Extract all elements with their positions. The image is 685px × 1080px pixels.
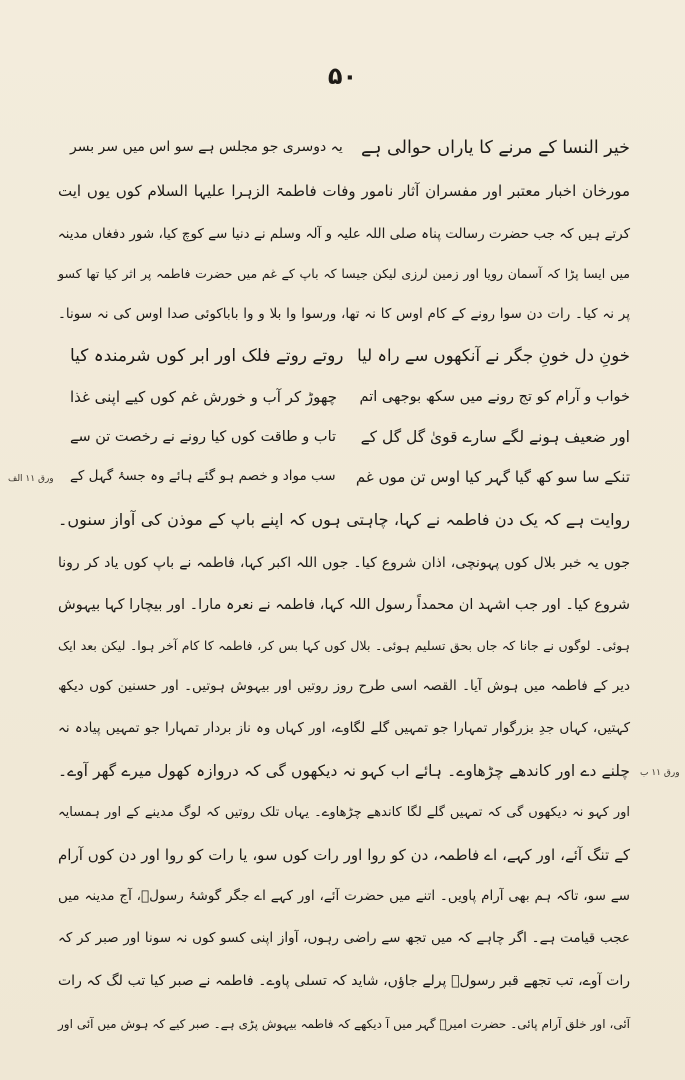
- prose-line: ہوئی۔ لوگوں نے جانا کہ جاں بحق تسلیم ہوئی۔ بلال کوں کہا بس کر، فاطمہ کا کام آخر ہوا۔ لیکن بعد ایک: [58, 638, 630, 653]
- margin-note: ورق ۱۱ الف: [8, 474, 54, 484]
- prose-line: پر نہ کیا۔ رات دن سوا رونے کے کام اوس کا نہ تھا، ورسوا وا بلا و وا باباکوئی صدا اوس کی نہ سونا۔: [58, 306, 630, 322]
- prose-line: دیر کے فاطمہ میں ہوش آیا۔ القصہ اسی طرح روز روتیں اور بیہوش ہوتیں۔ اور حسنین کوں دیکھ: [58, 678, 630, 694]
- prose-line: رات آوے، تب تجھے قبر رسولؐ پرلے جاؤں، شاید کہ تسلی پاوے۔ فاطمہ نے صبر کیا تب لگ کہ رات: [58, 973, 630, 989]
- couplet: [70, 430, 630, 446]
- couplet: [70, 390, 630, 405]
- prose-line: سے سو، تاکہ ہم بھی آرام پاویں۔ اتنے میں حضرت آئے، اور کہے اے جگر گوشۂ رسولؐ، آج مدینہ میں: [58, 888, 630, 904]
- couplet-right: چھوڑ کر آب و خورش غم کوں کیے اپنی غذا: [70, 388, 338, 406]
- couplet-left: خونِ دل خونِ جگر نے آنکھوں سے راہ لیا: [357, 346, 630, 365]
- prose-line: آئی، اور خلق آرام پائی۔ حضرت امیرؑ گہر میں آ دیکھے کہ فاطمہ بیہوش پڑی ہے۔ صبر کیے کہ ہوش میں آئی اور: [58, 1017, 630, 1031]
- page-number: ۵۰: [327, 62, 358, 90]
- heading-couplet-left: خیر النسا کے مرنے کا یاراں حوالی ہے: [360, 138, 630, 158]
- prose-line: کے تنگ آئے، اور کہے، اے فاطمہ، دن کو روا اور رات کوں سو، یا رات کو روا اور دن کوں آرام: [58, 846, 630, 864]
- prose-line: کرتے ہیں کہ جب حضرت رسالت پناہ صلی اللہ علیہ و آلہ وسلم نے دنیا سے کوچ کیا، شور دفغاں مدینہ: [57, 226, 630, 242]
- couplet-left: اور ضعیف ہونے لگے سارے قویٰ گل گل کے: [360, 428, 630, 446]
- couplet: [70, 470, 630, 485]
- prose-line: شروع کیا۔ اور جب اشہد ان محمداً رسول اللہ کہا، فاطمہ نے نعرہ مارا۔ اور بیچارا کہا بیہوش: [58, 597, 630, 613]
- couplet-left: تنکے سا سو کھ گیا گہر کیا اوس تن موں غم: [355, 468, 630, 486]
- couplet-right: روتے روتے فلک اور ابر کوں شرمندہ کیا: [70, 346, 344, 366]
- prose-line: میں ایسا پڑا کہ آسمان رویا اور زمین لرزی لیکن جیسا کہ باپ کے غم میں حضرت فاطمہ پر اثر کیا تھا کسو: [58, 266, 630, 281]
- prose-line: چلنے دے اور کاندھے چڑھاوے۔ ہائے اب کہو نہ دیکھوں گی کہ دروازہ کھول میرے گھر آوے۔: [58, 762, 630, 780]
- couplet: [70, 348, 630, 365]
- prose-line: عجب قیامت ہے۔ اگر چاہے کہ میں تجھ سے راضی رہوں، آواز اپنی کسو کوں نہ سونا اور صبر کر کہ: [58, 930, 630, 946]
- prose-line: اور کہو نہ دیکھوں گی کہ تمہیں گلے لگا کاندھے چڑھاوے۔ یہاں تلک روتیں کہ لوگ مدینے کے اور ہمسایہ: [58, 805, 630, 820]
- prose-line: روایت ہے کہ یک دن فاطمہ نے کہا، چاہتی ہوں کہ اپنے باپ کے موذن کی آواز سنوں۔: [58, 510, 630, 529]
- heading-couplet-right: یہ دوسری جو مجلس ہے سو اس میں سر بسر: [70, 139, 343, 155]
- couplet-right: سب مواد و خصم ہو گئے ہائے وہ جسۂ گہل کے: [70, 468, 336, 484]
- couplet-right: تاب و طاقت کوں کیا رونے نے رخصت تن سے: [70, 429, 337, 445]
- prose-line: کہتیں، کہاں جدِ بزرگوار تمہارا جو تمہیں گلے لگاوے، اور کہاں وہ ناز بردار تمہارا جو تمہیں پیادہ نہ: [58, 720, 630, 736]
- prose-line: جوں یہ خبر بلال کوں پہونچی، اذان شروع کیا۔ جوں اللہ اکبر کہا، فاطمہ نے باپ کوں یاد کر رونا: [58, 555, 630, 571]
- couplet-left: خواب و آرام کو تج رونے میں سکھ بوجھی اتم: [359, 389, 630, 405]
- prose-line: مورخان اخبار معتبر اور مفسران آثار نامور وفات فاطمۃ الزہرا علیہا السلام کوں یوں ایت: [58, 182, 630, 200]
- heading-couplet: [70, 140, 630, 158]
- margin-note: ورق ۱۱ ب: [640, 768, 680, 778]
